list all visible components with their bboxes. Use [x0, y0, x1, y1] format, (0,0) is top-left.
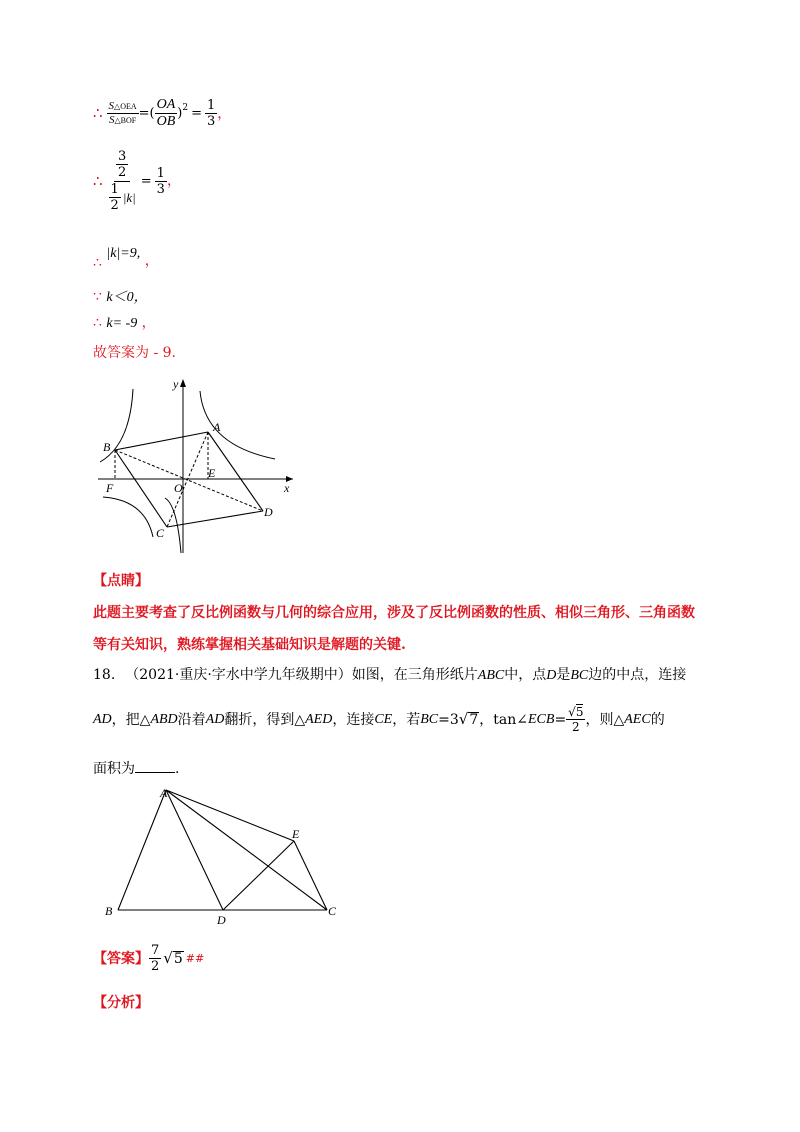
area-ratio-fraction: $\frac{\text{S△OEA}}{\text{S△BOF}}$ — [108, 100, 137, 126]
answer-blank — [135, 760, 175, 773]
label-y: y — [173, 377, 179, 391]
sqrt-7: √ 7 — [458, 710, 479, 728]
label-c: C — [328, 904, 337, 918]
oa-ob-fraction: $\frac{OA}{OB}$ — [156, 97, 176, 129]
label-o: O — [174, 481, 183, 495]
label-b: B — [105, 904, 113, 918]
sqrt5-over-2: $\frac{√5}{2}$ — [568, 705, 584, 734]
line-5: ∴ k= -9 ， — [93, 315, 156, 331]
label-a: A — [213, 420, 221, 434]
answer-row: 【答案】 $\frac{7}{2}$ √ 5 ## — [93, 943, 205, 974]
dianjing-line-1: 此题主要考查了反比例函数与几何的综合应用，涉及了反比例函数的性质、相似三角形、三角函数 — [93, 605, 695, 621]
answer-tag: 【答案】 — [93, 950, 149, 967]
question-18-line-2: AD ，把△ ABD 沿着 AD 翻折，得到△ AED ，连接 CE ，若 BC =3 √ 7 ，tan∠ ECB = $\frac{√5}{2}$ ，则△ AEC 的 — [93, 705, 665, 734]
label-d: D — [217, 913, 226, 925]
line-3: ∴ |k|=9, ， — [93, 246, 159, 271]
seven-halves: $\frac{7}{2}$ — [151, 943, 160, 974]
figure-hyperbola — [95, 375, 305, 555]
nested-fraction: $\frac{3}{2}$ $\frac{1}{2}$ |k| — [110, 149, 136, 213]
one-third-fraction: $\frac{1}{3}$ — [207, 98, 216, 129]
figure-triangle — [100, 785, 350, 925]
label-x: x — [284, 481, 290, 495]
line-4: ∵ k＜0， — [93, 289, 148, 305]
label-a: A — [160, 786, 168, 800]
fenxi-title: 【分析】 — [93, 995, 149, 1011]
label-e: E — [292, 827, 300, 841]
line-1: ∴ $\frac{\text{S△OEA}}{\text{S△BOF}}$ =( $\frac{OA}{OB}$ ) $^2$ = $\frac{1}{3}$ ， — [93, 97, 232, 129]
triangle-lines — [118, 790, 327, 910]
answer-line: 故答案为 - 9. — [93, 345, 176, 361]
label-f: F — [106, 481, 114, 495]
therefore-symbol: ∴ — [93, 104, 103, 122]
label-c: C — [156, 526, 165, 540]
therefore-symbol: ∴ — [93, 171, 103, 190]
label-e: E — [208, 466, 216, 480]
dianjing-title: 【点睛】 — [93, 573, 149, 589]
label-b: B — [103, 440, 111, 454]
label-d: D — [264, 505, 273, 519]
hyperbola-curves — [100, 389, 275, 553]
question-18-line-3: 面积为 . — [93, 761, 180, 777]
sqrt-5: √ 5 — [163, 949, 183, 967]
y-arrow — [180, 379, 186, 387]
dianjing-line-2: 等有关知识，熟练掌握相关基础知识是解题的关键. — [93, 637, 406, 653]
question-18-line-1: 18. （2021·重庆·字水中学九年级期中）如图，在三角形纸片ABC中，点D是BC边的中点，连接 — [93, 667, 687, 683]
line-2: ∴ $\frac{3}{2}$ $\frac{1}{2}$ |k| = $\frac{1}{3}$ ， — [93, 149, 181, 213]
